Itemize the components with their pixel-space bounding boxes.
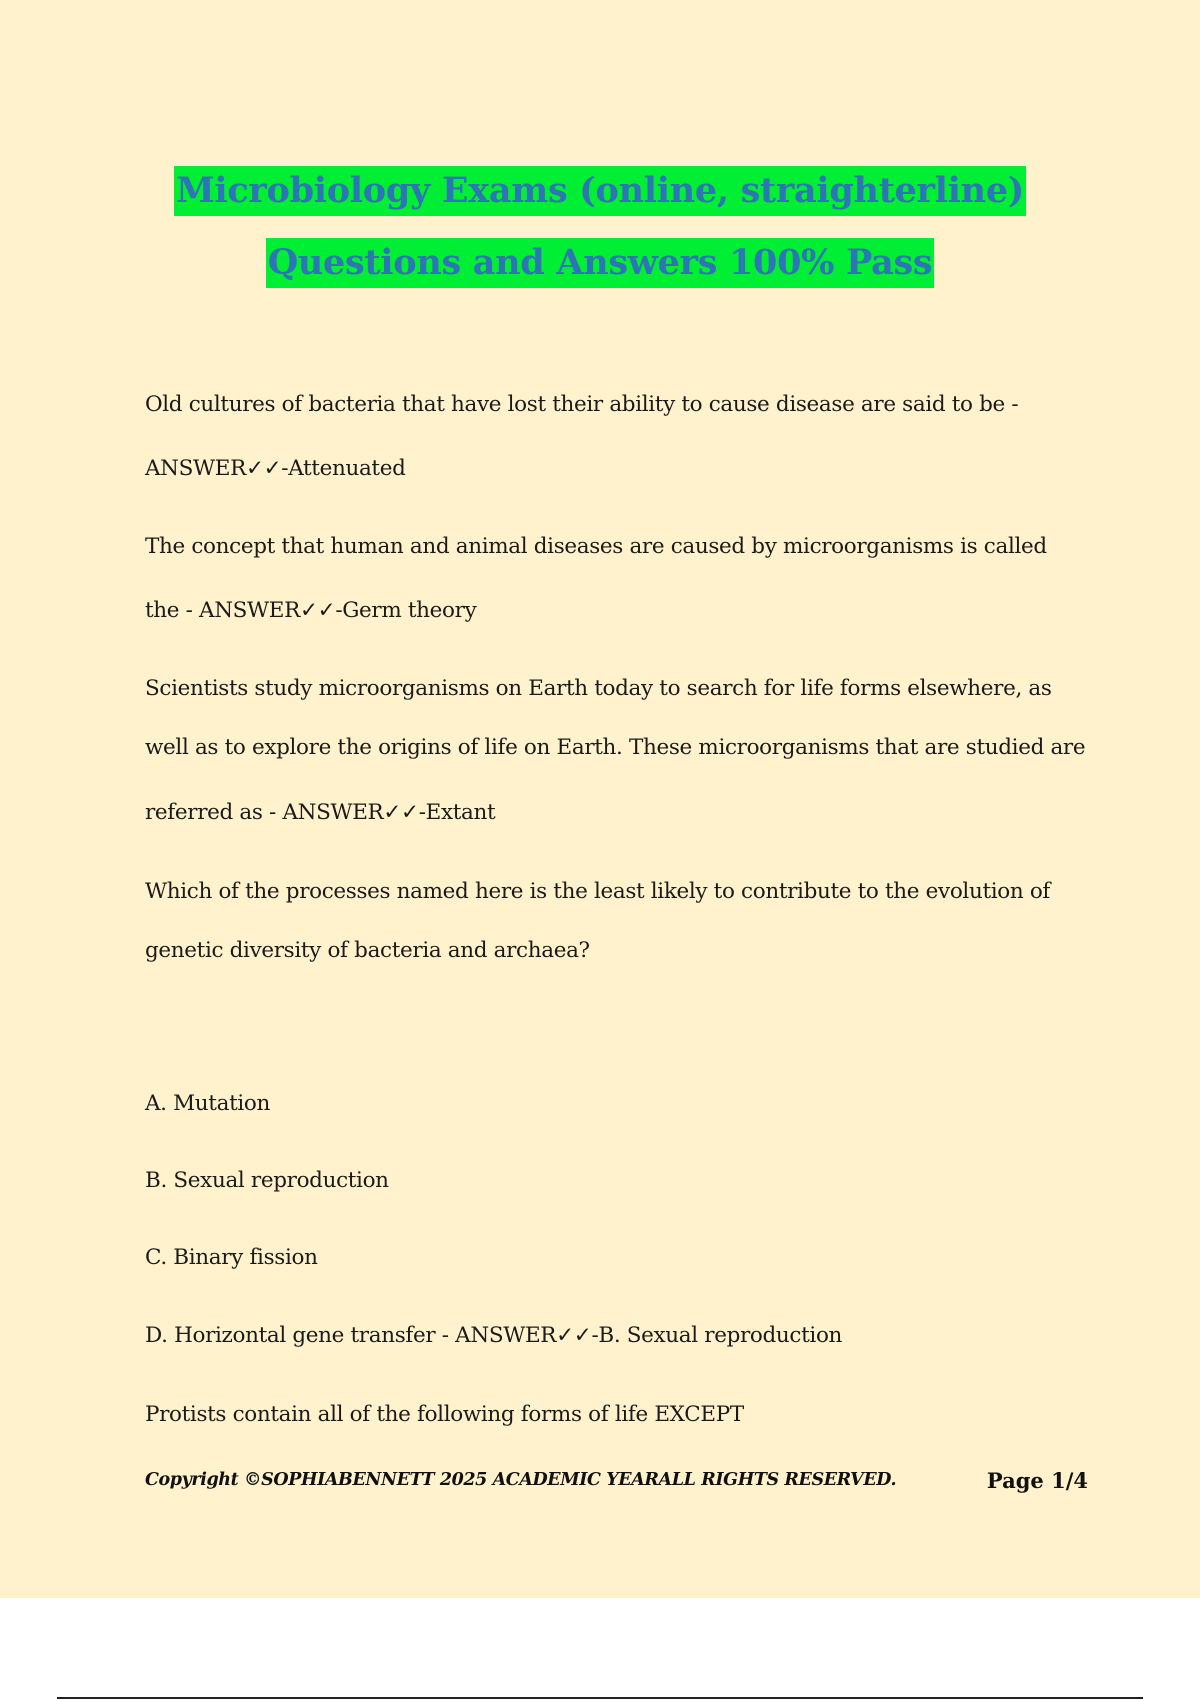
answer-1-text: ANSWER✓✓-Attenuated (145, 456, 406, 481)
answer-3-text: referred as - ANSWER✓✓-Extant (145, 800, 496, 825)
question-1-text: Old cultures of bacteria that have lost their ability to cause disease are said to be - (145, 392, 1019, 417)
title-line-2: Questions and Answers 100% Pass (266, 238, 935, 288)
question-5-text: Protists contain all of the following forms of life EXCEPT (145, 1402, 744, 1427)
question-4-line-1: Which of the processes named here is the least likely to contribute to the evolution of (145, 879, 1051, 904)
bottom-divider (57, 1697, 1143, 1699)
option-d-with-answer: D. Horizontal gene transfer - ANSWER✓✓-B. Sexual reproduction (145, 1323, 843, 1348)
question-4-line-2: genetic diversity of bacteria and archaea? (145, 938, 590, 963)
option-a: A. Mutation (145, 1091, 270, 1116)
title-line-1: Microbiology Exams (online, straighterline) (174, 166, 1026, 216)
option-b: B. Sexual reproduction (145, 1168, 389, 1193)
question-3-line-2: well as to explore the origins of life on Earth. These microorganisms that are studied are (145, 735, 1086, 760)
option-c: C. Binary fission (145, 1245, 318, 1270)
document-title (0, 166, 1200, 310)
answer-2-text: the - ANSWER✓✓-Germ theory (145, 598, 477, 623)
question-2-text: The concept that human and animal diseases are caused by microorganisms is called (145, 534, 1047, 559)
footer-copyright: Copyright ©SOPHIABENNETT 2025 ACADEMIC YEARALL RIGHTS RESERVED. (145, 1470, 897, 1490)
question-3-line-1: Scientists study microorganisms on Earth today to search for life forms elsewhere, as (145, 676, 1052, 701)
page-number: Page 1/4 (986, 1468, 1088, 1493)
